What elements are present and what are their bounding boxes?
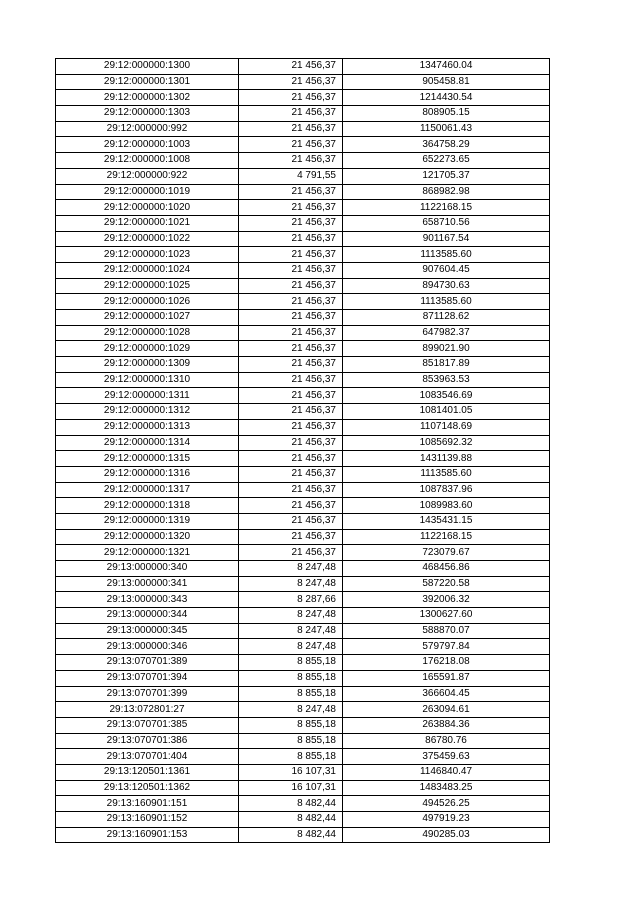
rate-cell: 8 247,48 [239,702,343,718]
value-cell: 490285.03 [343,827,550,843]
value-cell: 1113585.60 [343,294,550,310]
table-row [56,827,550,843]
value-cell: 894730.63 [343,278,550,294]
value-cell: 1107148.69 [343,419,550,435]
rate-cell: 21 456,37 [239,121,343,137]
value-cell: 468456.86 [343,561,550,577]
table-row [56,262,550,278]
cadastral-number-cell: 29:12:000000:1301 [56,74,239,90]
table-row [56,812,550,828]
value-cell: 871128.62 [343,310,550,326]
rate-cell: 21 456,37 [239,419,343,435]
value-cell: 1150061.43 [343,121,550,137]
table-row [56,168,550,184]
rate-cell: 21 456,37 [239,247,343,263]
value-cell: 176218.08 [343,655,550,671]
value-cell: 587220.58 [343,576,550,592]
table-row [56,341,550,357]
rate-cell: 21 456,37 [239,137,343,153]
cadastral-number-cell: 29:12:000000:1027 [56,310,239,326]
table-row [56,357,550,373]
value-cell: 1113585.60 [343,466,550,482]
value-cell: 899021.90 [343,341,550,357]
value-cell: 1113585.60 [343,247,550,263]
table-row [56,325,550,341]
rate-cell: 16 107,31 [239,780,343,796]
cadastral-number-cell: 29:12:000000:1022 [56,231,239,247]
cadastral-number-cell: 29:13:160901:153 [56,827,239,843]
table-row [56,184,550,200]
value-cell: 1122168.15 [343,200,550,216]
rate-cell: 8 855,18 [239,655,343,671]
cadastral-number-cell: 29:12:000000:1025 [56,278,239,294]
cadastral-number-cell: 29:13:070701:389 [56,655,239,671]
value-cell: 86780.76 [343,733,550,749]
cadastral-number-cell: 29:13:000000:341 [56,576,239,592]
table-row [56,733,550,749]
rate-cell: 21 456,37 [239,153,343,169]
cadastral-number-cell: 29:13:120501:1362 [56,780,239,796]
table-row [56,498,550,514]
table-row [56,749,550,765]
value-cell: 1146840.47 [343,764,550,780]
rate-cell: 8 247,48 [239,623,343,639]
cadastral-number-cell: 29:12:000000:1314 [56,435,239,451]
rate-cell: 21 456,37 [239,90,343,106]
value-cell: 1431139.88 [343,451,550,467]
value-cell: 588870.07 [343,623,550,639]
table-row [56,372,550,388]
table-row [56,106,550,122]
value-cell: 647982.37 [343,325,550,341]
table-row [56,670,550,686]
rate-cell: 21 456,37 [239,59,343,75]
value-cell: 1214430.54 [343,90,550,106]
rate-cell: 21 456,37 [239,74,343,90]
cadastral-number-cell: 29:12:000000:922 [56,168,239,184]
value-cell: 907604.45 [343,262,550,278]
cadastral-number-cell: 29:12:000000:1303 [56,106,239,122]
value-cell: 1085692.32 [343,435,550,451]
table-row [56,215,550,231]
value-cell: 901167.54 [343,231,550,247]
rate-cell: 8 247,48 [239,561,343,577]
table-row [56,592,550,608]
table-row [56,545,550,561]
cadastral-number-cell: 29:13:000000:343 [56,592,239,608]
cadastral-number-cell: 29:12:000000:1300 [56,59,239,75]
cadastral-number-cell: 29:12:000000:1029 [56,341,239,357]
table-row [56,513,550,529]
value-cell: 165591.87 [343,670,550,686]
table-row [56,466,550,482]
cadastral-number-cell: 29:13:070701:386 [56,733,239,749]
table-row [56,137,550,153]
rate-cell: 21 456,37 [239,466,343,482]
cadastral-number-cell: 29:12:000000:1309 [56,357,239,373]
cadastral-number-cell: 29:12:000000:1321 [56,545,239,561]
value-cell: 1347460.04 [343,59,550,75]
table-row [56,686,550,702]
table-row [56,780,550,796]
table-row [56,796,550,812]
cadastral-number-cell: 29:12:000000:1003 [56,137,239,153]
rate-cell: 21 456,37 [239,529,343,545]
value-cell: 1087837.96 [343,482,550,498]
table-row [56,74,550,90]
cadastral-number-cell: 29:12:000000:1026 [56,294,239,310]
cadastral-number-cell: 29:13:000000:346 [56,639,239,655]
value-cell: 494526.25 [343,796,550,812]
cadastral-number-cell: 29:12:000000:1302 [56,90,239,106]
rate-cell: 21 456,37 [239,278,343,294]
table-row [56,608,550,624]
rate-cell: 21 456,37 [239,262,343,278]
cadastral-number-cell: 29:13:000000:340 [56,561,239,577]
table-row [56,419,550,435]
rate-cell: 8 855,18 [239,749,343,765]
table-row [56,435,550,451]
value-cell: 1083546.69 [343,388,550,404]
value-cell: 853963.53 [343,372,550,388]
rate-cell: 21 456,37 [239,231,343,247]
value-cell: 1435431.15 [343,513,550,529]
cadastral-number-cell: 29:13:070701:404 [56,749,239,765]
value-cell: 392006.32 [343,592,550,608]
cadastral-number-cell: 29:12:000000:1312 [56,404,239,420]
table-row [56,294,550,310]
value-cell: 658710.56 [343,215,550,231]
rate-cell: 8 482,44 [239,827,343,843]
table-row [56,231,550,247]
rate-cell: 21 456,37 [239,498,343,514]
value-cell: 905458.81 [343,74,550,90]
value-cell: 263884.36 [343,717,550,733]
rate-cell: 8 855,18 [239,733,343,749]
table-row [56,59,550,75]
table-row [56,764,550,780]
rate-cell: 21 456,37 [239,184,343,200]
table-row [56,404,550,420]
cadastral-number-cell: 29:12:000000:1316 [56,466,239,482]
rate-cell: 8 855,18 [239,717,343,733]
cadastral-number-cell: 29:12:000000:1319 [56,513,239,529]
value-cell: 1122168.15 [343,529,550,545]
rate-cell: 21 456,37 [239,325,343,341]
table-row [56,482,550,498]
table-row [56,121,550,137]
cadastral-number-cell: 29:13:120501:1361 [56,764,239,780]
rate-cell: 8 482,44 [239,796,343,812]
rate-cell: 21 456,37 [239,451,343,467]
value-cell: 364758.29 [343,137,550,153]
value-cell: 808905.15 [343,106,550,122]
value-cell: 579797.84 [343,639,550,655]
rate-cell: 21 456,37 [239,310,343,326]
cadastral-number-cell: 29:13:070701:394 [56,670,239,686]
rate-cell: 21 456,37 [239,372,343,388]
cadastral-number-cell: 29:13:000000:345 [56,623,239,639]
value-cell: 375459.63 [343,749,550,765]
rate-cell: 21 456,37 [239,357,343,373]
cadastral-number-cell: 29:12:000000:1313 [56,419,239,435]
rate-cell: 21 456,37 [239,341,343,357]
cadastral-number-cell: 29:12:000000:1008 [56,153,239,169]
cadastral-number-cell: 29:13:000000:344 [56,608,239,624]
rate-cell: 21 456,37 [239,545,343,561]
rate-cell: 21 456,37 [239,404,343,420]
table-row [56,529,550,545]
value-cell: 1089983.60 [343,498,550,514]
table-body [56,59,550,843]
rate-cell: 21 456,37 [239,435,343,451]
cadastral-number-cell: 29:12:000000:1024 [56,262,239,278]
table-row [56,655,550,671]
cadastral-number-cell: 29:12:000000:1315 [56,451,239,467]
rate-cell: 8 482,44 [239,812,343,828]
rate-cell: 21 456,37 [239,482,343,498]
cadastral-number-cell: 29:13:160901:151 [56,796,239,812]
rate-cell: 8 855,18 [239,686,343,702]
cadastral-value-table [55,58,550,843]
rate-cell: 21 456,37 [239,294,343,310]
table-row [56,278,550,294]
cadastral-number-cell: 29:12:000000:1019 [56,184,239,200]
table-row [56,451,550,467]
table-row [56,623,550,639]
value-cell: 851817.89 [343,357,550,373]
rate-cell: 8 287,66 [239,592,343,608]
value-cell: 366604.45 [343,686,550,702]
cadastral-number-cell: 29:13:072801:27 [56,702,239,718]
rate-cell: 21 456,37 [239,200,343,216]
rate-cell: 21 456,37 [239,106,343,122]
rate-cell: 21 456,37 [239,215,343,231]
rate-cell: 16 107,31 [239,764,343,780]
value-cell: 1483483.25 [343,780,550,796]
table-row [56,310,550,326]
cadastral-number-cell: 29:13:070701:385 [56,717,239,733]
value-cell: 121705.37 [343,168,550,184]
cadastral-number-cell: 29:13:070701:399 [56,686,239,702]
table-row [56,153,550,169]
cadastral-number-cell: 29:12:000000:1311 [56,388,239,404]
value-cell: 723079.67 [343,545,550,561]
rate-cell: 21 456,37 [239,513,343,529]
cadastral-number-cell: 29:12:000000:1310 [56,372,239,388]
table-row [56,200,550,216]
rate-cell: 4 791,55 [239,168,343,184]
value-cell: 497919.23 [343,812,550,828]
table-row [56,388,550,404]
table-row [56,717,550,733]
rate-cell: 8 247,48 [239,639,343,655]
value-cell: 652273.65 [343,153,550,169]
rate-cell: 21 456,37 [239,388,343,404]
value-cell: 1081401.05 [343,404,550,420]
table-row [56,576,550,592]
cadastral-number-cell: 29:12:000000:1023 [56,247,239,263]
table-row [56,247,550,263]
cadastral-number-cell: 29:12:000000:1318 [56,498,239,514]
cadastral-number-cell: 29:12:000000:1028 [56,325,239,341]
cadastral-number-cell: 29:12:000000:1021 [56,215,239,231]
table-row [56,639,550,655]
rate-cell: 8 247,48 [239,576,343,592]
cadastral-number-cell: 29:13:160901:152 [56,812,239,828]
cadastral-number-cell: 29:12:000000:1317 [56,482,239,498]
table-row [56,90,550,106]
table-row [56,702,550,718]
value-cell: 263094.61 [343,702,550,718]
rate-cell: 8 855,18 [239,670,343,686]
table-row [56,561,550,577]
cadastral-number-cell: 29:12:000000:992 [56,121,239,137]
cadastral-number-cell: 29:12:000000:1320 [56,529,239,545]
rate-cell: 8 247,48 [239,608,343,624]
value-cell: 1300627.60 [343,608,550,624]
value-cell: 868982.98 [343,184,550,200]
cadastral-number-cell: 29:12:000000:1020 [56,200,239,216]
